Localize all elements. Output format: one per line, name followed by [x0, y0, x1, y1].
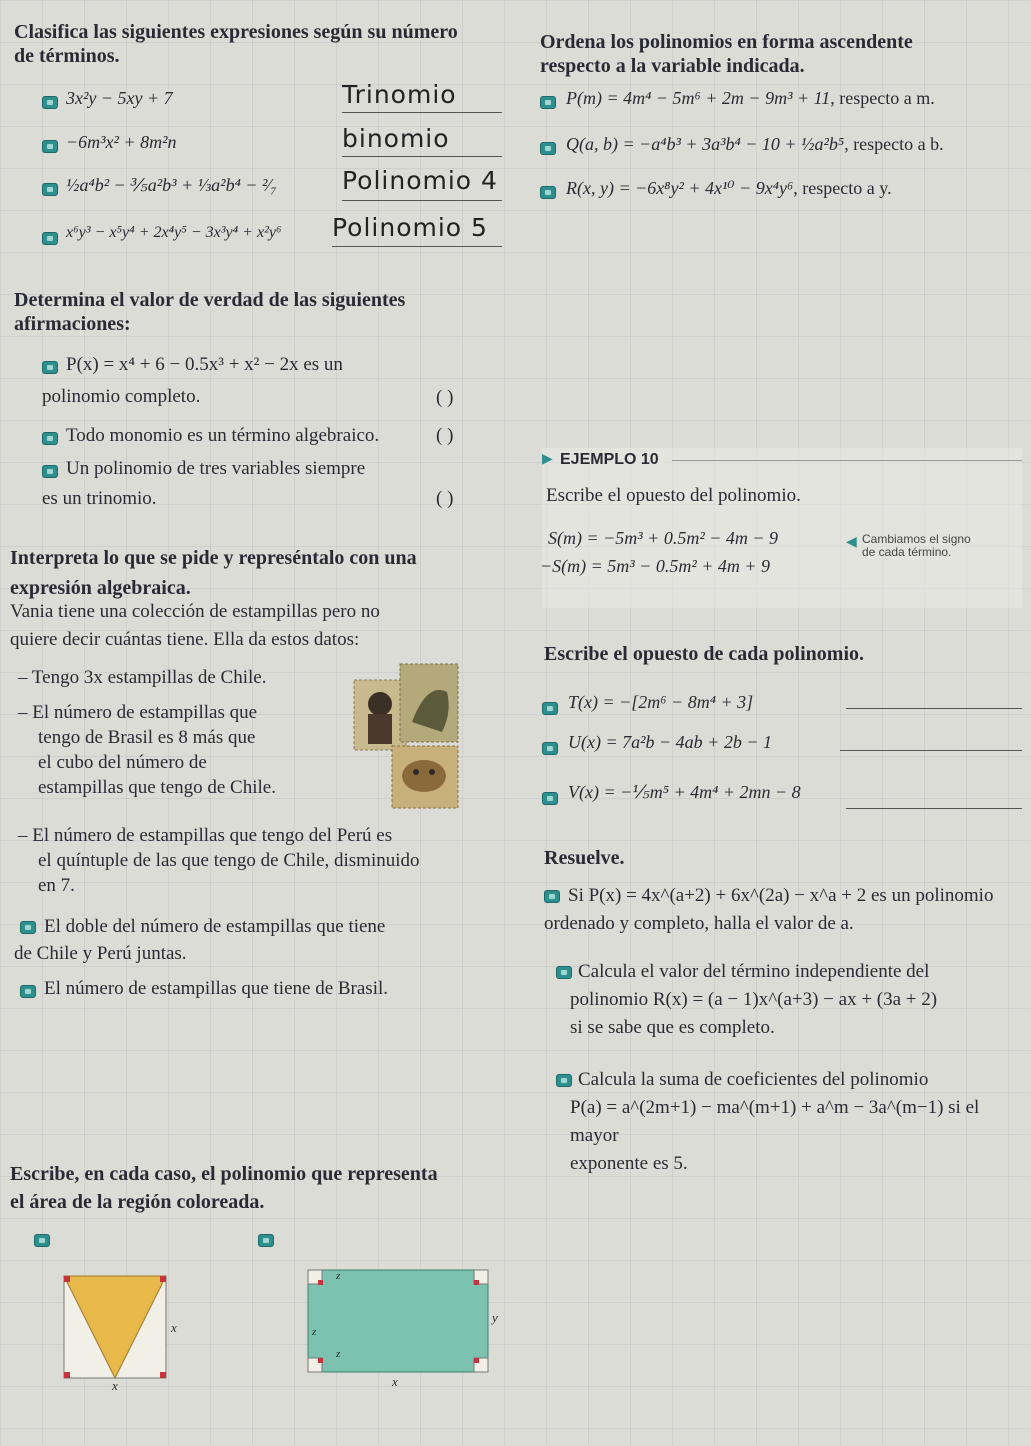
solve-item-3-line2: P(a) = a^(2m+1) − ma^(m+1) + a^m − 3a^(m−1) si el mayor — [570, 1097, 980, 1146]
classify-expr-1: 3x²y − 5xy + 7 — [66, 88, 173, 108]
interpret-intro — [10, 600, 510, 652]
solve-heading: Resuelve. — [544, 847, 625, 869]
bullet-icon — [42, 183, 58, 196]
bullet-icon — [542, 702, 558, 715]
truth-heading — [14, 288, 494, 336]
order-item-2 — [566, 134, 944, 155]
solve-item-1-line2: ordenado y completo, halla el valor de a. — [544, 913, 854, 934]
classify-expr-4: x⁶y³ − x⁵y⁴ + 2x⁴y⁵ − 3x³y⁴ + x²y⁶ — [66, 224, 282, 241]
bullet-icon — [42, 232, 58, 245]
bullet-icon — [540, 142, 556, 155]
interpret-question-1-line2: de Chile y Perú juntas. — [14, 943, 187, 964]
truth-heading-line2: afirmaciones: — [14, 313, 131, 335]
interpret-data-3-line1: – El número de estampillas que tengo del Perú es — [18, 825, 393, 846]
bullet-icon — [34, 1234, 50, 1247]
classify-answer-2[interactable]: binomio — [342, 124, 450, 153]
answer-line — [332, 246, 502, 247]
interpret-question-1 — [14, 913, 514, 967]
bullet-icon — [556, 966, 572, 979]
bullet-icon — [42, 432, 58, 445]
solve-item-1 — [544, 882, 1028, 938]
area-heading — [10, 1160, 530, 1216]
classify-heading-line2: de términos. — [14, 45, 120, 67]
bullet-icon — [544, 890, 560, 903]
classify-heading-line1: Clasifica las siguientes expresiones según su número — [14, 21, 458, 43]
example-note-line1: Cambiamos el signo — [862, 532, 971, 546]
arrow-left-icon: ◀ — [846, 535, 857, 550]
solve-item-2 — [570, 958, 1028, 1042]
interpret-data-3-line2: el quíntuple de las que tengo de Chile, disminuido — [38, 850, 420, 871]
example-line1: S(m) = −5m³ + 0.5m² − 4m − 9 — [548, 528, 779, 548]
order-item-3 — [566, 178, 892, 199]
bullet-icon — [42, 96, 58, 109]
classify-expr-3: ½a⁴b² − ⅗a²b³ + ⅓a²b⁴ − ²⁄₇ — [66, 175, 277, 195]
triangle-base-label: x — [112, 1378, 118, 1393]
bullet-icon — [42, 140, 58, 153]
bullet-icon — [542, 792, 558, 805]
example-instruction: Escribe el opuesto del polinomio. — [546, 485, 801, 506]
bullet-icon — [542, 742, 558, 755]
truth-item-2: Todo monomio es un término algebraico. — [66, 425, 380, 446]
interpret-data-1: – Tengo 3x estampillas de Chile. — [18, 667, 267, 688]
interpret-intro-line1: Vania tiene una colección de estampillas pero no — [10, 601, 380, 622]
bullet-icon — [540, 96, 556, 109]
interpret-data-2-line4: estampillas que tengo de Chile. — [38, 777, 276, 798]
area-heading-line2: el área de la región coloreada. — [10, 1191, 265, 1213]
bullet-icon — [20, 985, 36, 998]
interpret-question-2: El número de estampillas que tiene de Brasil. — [44, 978, 389, 999]
solve-item-3-line1: Calcula la suma de coeficientes del polinomio — [578, 1069, 929, 1090]
answer-line — [342, 156, 502, 157]
solve-item-3 — [570, 1066, 1028, 1178]
answer-line — [846, 808, 1022, 809]
interpret-heading — [10, 546, 510, 600]
truth-item-3 — [42, 457, 502, 511]
interpret-intro-line2: quiere decir cuántas tiene. Ella da estos datos: — [10, 629, 360, 650]
area-heading-line1: Escribe, en cada caso, el polinomio que representa — [10, 1163, 438, 1185]
opposite-item-2: U(x) = 7a²b − 4ab + 2b − 1 — [568, 732, 772, 752]
order-expr-1: P(m) = 4m⁴ − 5m⁶ + 2m − 9m³ + 11 — [566, 88, 831, 108]
solve-item-2-line2: polinomio R(x) = (a − 1)x^(a+3) − ax + (3a + 2) — [570, 989, 938, 1010]
interpret-heading-line2: expresión algebraica. — [10, 577, 191, 599]
solve-item-2-line3: si se sabe que es completo. — [570, 1017, 775, 1038]
opposite-item-3: V(x) = −⅕m⁵ + 4m⁴ + 2mn − 8 — [568, 782, 801, 802]
interpret-data-3 — [18, 823, 518, 898]
opposite-item-1: T(x) = −[2m⁶ − 8m⁴ + 3] — [568, 692, 754, 712]
example-tag: EJEMPLO 10 — [560, 451, 659, 468]
example-rule — [672, 460, 1022, 461]
order-suffix-3: , respecto a y. — [793, 178, 892, 198]
classify-heading — [14, 20, 514, 68]
answer-line — [840, 750, 1022, 751]
truth-item-3-line2: es un trinomio. — [42, 488, 157, 509]
answer-line — [342, 200, 502, 201]
order-suffix-1: , respecto a m. — [830, 88, 935, 108]
truth-item-3-line1: Un polinomio de tres variables siempre — [66, 458, 366, 479]
order-expr-3: R(x, y) = −6x⁸y² + 4x¹⁰ − 9x⁴y⁶ — [566, 178, 794, 198]
order-heading-line1: Ordena los polinomios en forma ascendente — [540, 31, 913, 53]
interpret-data-2-line3: el cubo del número de — [38, 752, 207, 773]
order-heading-line2: respecto a la variable indicada. — [540, 55, 805, 77]
solve-item-1-line1: Si P(x) = 4x^(a+2) + 6x^(2a) − x^a + 2 es un polinomio — [568, 885, 994, 906]
classify-answer-3[interactable]: Polinomio 4 — [342, 166, 498, 195]
interpret-data-2 — [18, 700, 338, 800]
area-figure-rectangle — [296, 1262, 516, 1392]
example-note — [862, 533, 971, 559]
opposite-heading: Escribe el opuesto de cada polinomio. — [544, 643, 865, 665]
area-figure-triangle — [54, 1268, 194, 1398]
solve-item-2-line1: Calcula el valor del término independiente del — [578, 961, 930, 982]
truth-box-1[interactable]: ( ) — [436, 387, 454, 408]
interpret-heading-line1: Interpreta lo que se pide y represéntalo con una — [10, 547, 417, 569]
answer-line — [342, 112, 502, 113]
order-expr-2: Q(a, b) = −a⁴b³ + 3a³b⁴ − 10 + ½a²b⁵ — [566, 134, 845, 154]
bullet-icon — [540, 186, 556, 199]
example-note-line2: de cada término. — [862, 545, 952, 559]
truth-item-1-line2: polinomio completo. — [42, 386, 201, 407]
bullet-icon — [258, 1234, 274, 1247]
answer-line — [846, 708, 1022, 709]
order-suffix-2: , respecto a b. — [844, 134, 944, 154]
rect-corner-label-top: z — [336, 1270, 341, 1282]
order-heading — [540, 30, 1020, 78]
truth-item-1-line1: P(x) = x⁴ + 6 − 0.5x³ + x² − 2x es un — [66, 354, 343, 375]
interpret-data-3-line3: en 7. — [38, 875, 75, 896]
play-icon: ▶ — [542, 452, 553, 467]
bullet-icon — [20, 921, 36, 934]
bullet-icon — [556, 1074, 572, 1087]
rect-corner-label-left: z — [312, 1326, 317, 1338]
rect-side-label: y — [492, 1310, 498, 1325]
truth-box-3[interactable]: ( ) — [436, 488, 454, 509]
classify-answer-1[interactable]: Trinomio — [342, 80, 457, 109]
rect-corner-label-bottom: z — [336, 1348, 341, 1360]
classify-expr-2: −6m³x² + 8m²n — [66, 132, 177, 152]
interpret-data-2-line1: – El número de estampillas que — [18, 702, 258, 723]
truth-box-2[interactable]: ( ) — [436, 425, 454, 446]
triangle-side-label: x — [171, 1320, 177, 1335]
interpret-data-2-line2: tengo de Brasil es 8 más que — [38, 727, 256, 748]
truth-heading-line1: Determina el valor de verdad de las siguientes — [14, 289, 406, 311]
order-item-1 — [566, 88, 935, 109]
truth-item-1 — [42, 353, 502, 409]
example-line2: −S(m) = 5m³ − 0.5m² + 4m + 9 — [540, 556, 771, 576]
stamps-image — [352, 662, 462, 812]
classify-answer-4[interactable]: Polinomio 5 — [332, 213, 488, 242]
interpret-question-1-line1: El doble del número de estampillas que tiene — [44, 916, 386, 937]
solve-item-3-line3: exponente es 5. — [570, 1153, 688, 1174]
rect-base-label: x — [392, 1374, 398, 1389]
